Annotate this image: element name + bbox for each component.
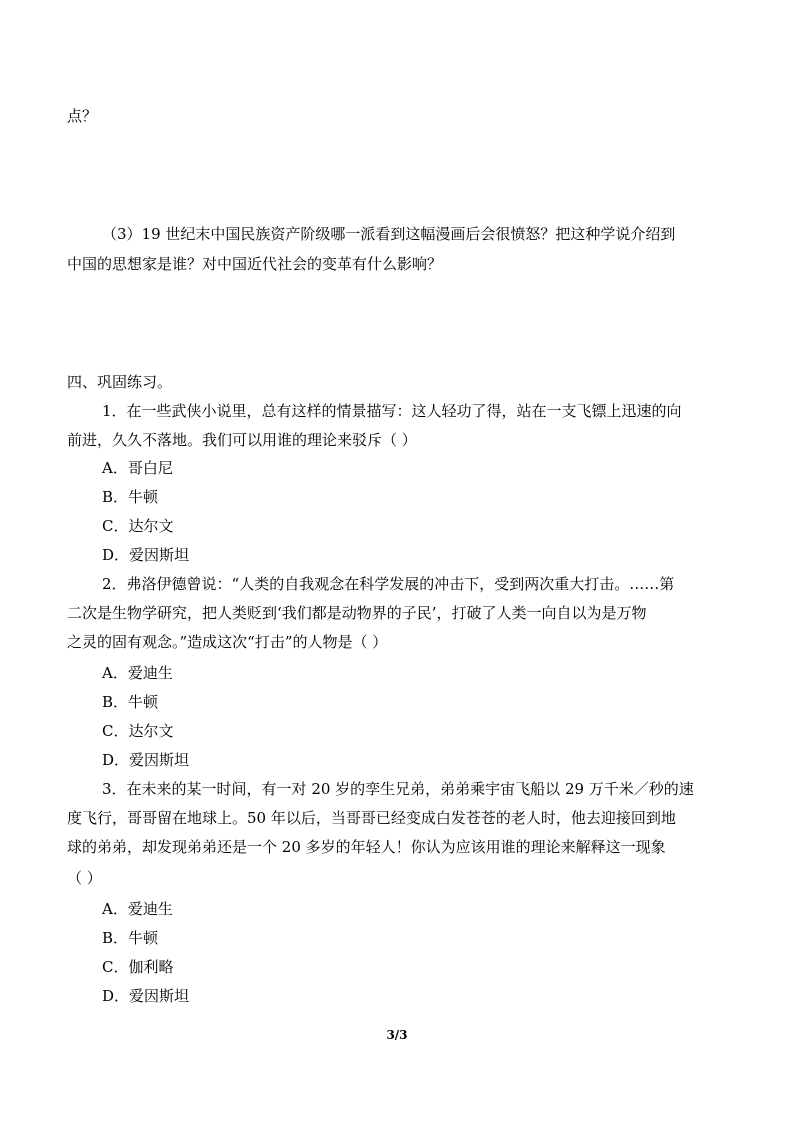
question-text: 前进，久久不落地。我们可以用谁的理论来驳斥（ ） [67, 431, 417, 449]
option-a: A．爱迪生 [102, 900, 173, 918]
option-d: D．爱因斯坦 [102, 546, 190, 564]
option-c: C．达尔文 [102, 517, 174, 535]
option-a: A．爱迪生 [102, 664, 173, 682]
question-text: 二次是生物学研究，把人类贬到‘我们都是动物界的子民’，打破了人类一向自以为是万物 [67, 604, 647, 622]
option-c: C．达尔文 [102, 722, 174, 740]
option-d: D．爱因斯坦 [102, 987, 190, 1005]
option-a: A．哥白尼 [102, 459, 173, 477]
question-text: 之灵的固有观念。”造成这次“打击”的人物是（ ） [67, 633, 388, 651]
answer-bracket: （ ） [67, 869, 102, 887]
option-b: B．牛顿 [102, 929, 159, 947]
question-3-line-2: 中国的思想家是谁？对中国近代社会的变革有什么影响？ [67, 255, 443, 273]
question-text: 3．在未来的某一时间，有一对 20 岁的孪生兄弟，弟弟乘宇宙飞船以 29 万千米／秒的速 [102, 780, 694, 798]
text-fragment: 点？ [67, 107, 98, 125]
option-b: B．牛顿 [102, 693, 159, 711]
page-number: 3/3 [386, 1028, 408, 1042]
question-text: 1．在一些武侠小说里，总有这样的情景描写：这人轻功了得，站在一支飞镖上迅速的向 [102, 402, 682, 420]
question-3-line-1: （3）19 世纪末中国民族资产阶级哪一派看到这幅漫画后会很愤怒？把这种学说介绍到 [102, 225, 676, 243]
section-heading: 四、巩固练习。 [67, 373, 173, 391]
question-text: 球的弟弟，却发现弟弟还是一个 20 多岁的年轻人！你认为应该用谁的理论来解释这一现象 [67, 838, 666, 856]
question-text: 2．弗洛伊德曾说：“人类的自我观念在科学发展的冲击下，受到两次重大打击。……第 [102, 575, 675, 593]
option-b: B．牛顿 [102, 488, 159, 506]
option-c: C．伽利略 [102, 958, 174, 976]
question-text: 度飞行，哥哥留在地球上。50 年以后，当哥哥已经变成白发苍苍的老人时，他去迎接回到地 [67, 809, 676, 827]
option-d: D．爱因斯坦 [102, 751, 190, 769]
